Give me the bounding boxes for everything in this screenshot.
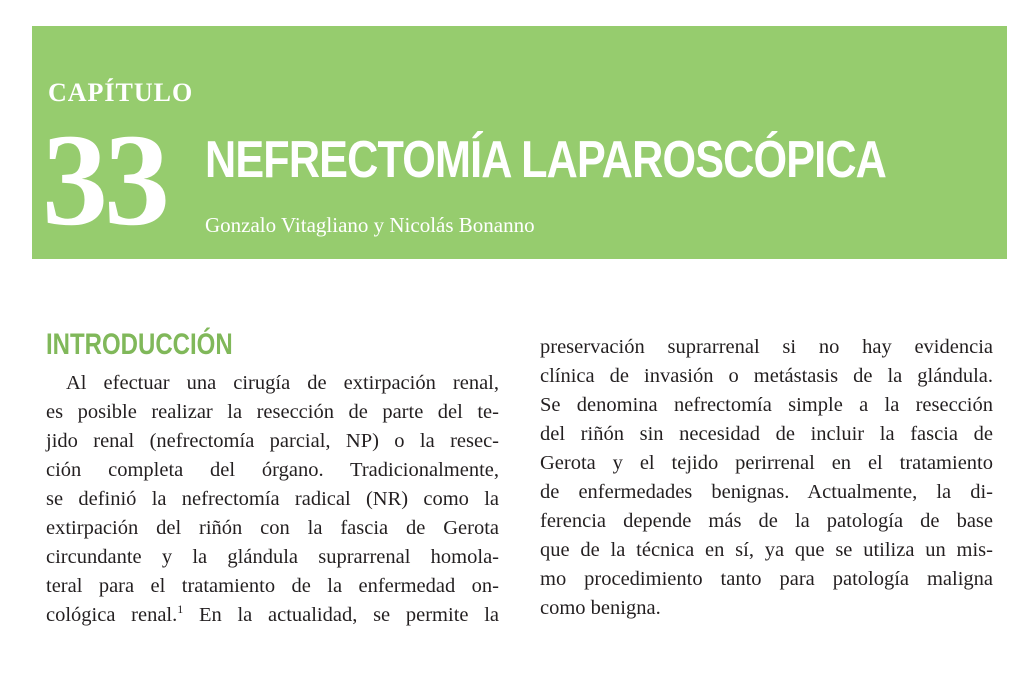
text-line-with-footnote [46,601,499,630]
text-line: del riñón sin necesidad de incluir la fascia de [540,423,993,445]
text-line: jido renal (nefrectomía parcial, NP) o la resec- [46,430,499,452]
text-line: ferencia depende más de la patología de base [540,510,993,532]
text-line: se definió la nefrectomía radical (NR) como la [46,488,499,510]
text-line: mo procedimiento tanto para patología maligna [540,568,993,590]
text-line: circundante y la glándula suprarrenal homola- [46,546,499,568]
chapter-title: NEFRECTOMÍA LAPAROSCÓPICA [205,131,887,189]
text-line: Se denomina nefrectomía simple a la resección [540,394,993,416]
text-line: de enfermedades benignas. Actualmente, la di- [540,481,993,503]
text-line: preservación suprarrenal si no hay evidencia [540,336,993,358]
footnote-reference[interactable]: 1 [177,602,184,617]
text-fragment: En la actualidad, se permite la [183,604,499,626]
chapter-banner [32,26,1007,259]
body-column-right [540,333,993,623]
text-line: que de la técnica en sí, ya que se utiliza un mis- [540,539,993,561]
text-line: es posible realizar la resección de parte del te- [46,401,499,423]
body-column-left [46,369,499,630]
section-heading: INTRODUCCIÓN [46,328,233,361]
text-fragment: cológica renal. [46,604,178,626]
text-line: como benigna. [540,597,661,619]
text-line: teral para el tratamiento de la enfermedad on- [46,575,499,597]
chapter-label: CAPÍTULO [48,78,194,107]
text-line: ción completa del órgano. Tradicionalmente, [46,459,499,481]
text-line: Gerota y el tejido perirrenal en el tratamiento [540,452,993,474]
chapter-number: 33 [42,106,166,253]
text-line: clínica de invasión o metástasis de la glándula. [540,365,993,387]
chapter-authors: Gonzalo Vitagliano y Nicolás Bonanno [205,213,535,237]
text-line: extirpación del riñón con la fascia de Gerota [46,517,499,539]
text-line: Al efectuar una cirugía de extirpación renal, [66,372,499,394]
